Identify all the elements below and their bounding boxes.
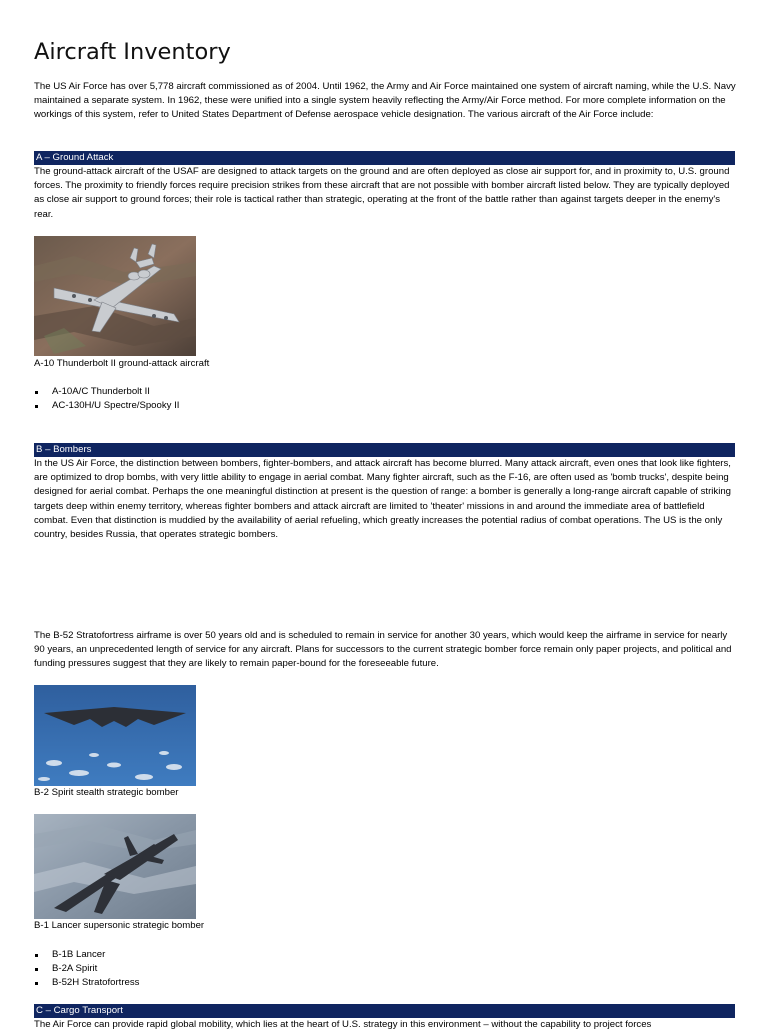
- page-title: Aircraft Inventory: [34, 39, 231, 65]
- ground-attack-list: [34, 385, 179, 413]
- a10-caption: A-10 Thunderbolt II ground-attack aircraft: [34, 358, 210, 369]
- list-item: AC-130H/U Spectre/Spooky II: [34, 399, 179, 413]
- section-heading-cargo-transport: C – Cargo Transport: [34, 1004, 735, 1018]
- section-heading-ground-attack: A – Ground Attack: [34, 151, 735, 165]
- list-item: B-2A Spirit: [34, 962, 139, 976]
- b2-photo: [34, 685, 196, 786]
- list-item: B-52H Stratofortress: [34, 976, 139, 990]
- intro-paragraph: The US Air Force has over 5,778 aircraft commissioned as of 2004. Until 1962, the Army and Air Force maintained one system of aircraft naming, while the U.S. Navy maintained a separate system. In 1962, these were unified into a single system heavily reflecting the Army/Air Force method. For more complete information on the workings of this system, refer to United States Department of Defense aerospace vehicle designation. The various aircraft of the Air Force include:: [34, 81, 736, 121]
- a10-photo: [34, 236, 196, 356]
- b1-caption: B-1 Lancer supersonic strategic bomber: [34, 920, 205, 931]
- b52-paragraph: The B-52 Stratofortress airframe is over 50 years old and is scheduled to remain in service for another 30 years, which would keep the airframe in service for nearly 90 years, an unprecedented length of service for any aircraft. Plans for successors to the current strategic bomber force remain only paper projects, and political and funding pressures suggest that they are likely to remain paper-bound for the foreseeable future.: [34, 630, 732, 670]
- b1-photo: [34, 814, 196, 919]
- b2-caption: B-2 Spirit stealth strategic bomber: [34, 787, 179, 798]
- cargo-paragraph: The Air Force can provide rapid global mobility, which lies at the heart of U.S. strategy in this environment – without the capability to project forces: [34, 1019, 652, 1030]
- bombers-paragraph: In the US Air Force, the distinction between bombers, fighter-bombers, and attack aircraft has become blurred. Many attack aircraft, even ones that look like fighters, are optimized to drop bombs, with very little ability to engage in aerial combat. Many fighter aircraft, such as the F-16, are often used as 'bomb trucks', despite being designed for aerial combat. Perhaps the one meaningful distinction at present is the question of range: a bomber is generally a long-range aircraft capable of striking targets deep within enemy territory, whereas fighter bombers and attack aircraft are limited to 'theater' missions in and around the immediate area of battlefield combat. Even that distinction is muddied by the availability of aerial refueling, which greatly increases the potential radius of combat operations. The US is the only country, besides Russia, that operates strategic bombers.: [34, 458, 732, 541]
- bombers-list: [34, 948, 139, 991]
- list-item: B-1B Lancer: [34, 948, 139, 962]
- list-item: A-10A/C Thunderbolt II: [34, 385, 179, 399]
- ground-attack-paragraph: The ground-attack aircraft of the USAF are designed to attack targets on the ground and are often deployed as close air support for, and in proximity to, U.S. ground forces. The proximity to friendly forces require precision strikes from these aircraft that are not possible with bomber aircraft listed below. They are typically deployed as close air support to ground forces; their role is tactical rather than strategic, operating at the front of the battle rather than against targets deeper in the enemy's rear.: [34, 166, 730, 220]
- section-heading-bombers: B – Bombers: [34, 443, 735, 457]
